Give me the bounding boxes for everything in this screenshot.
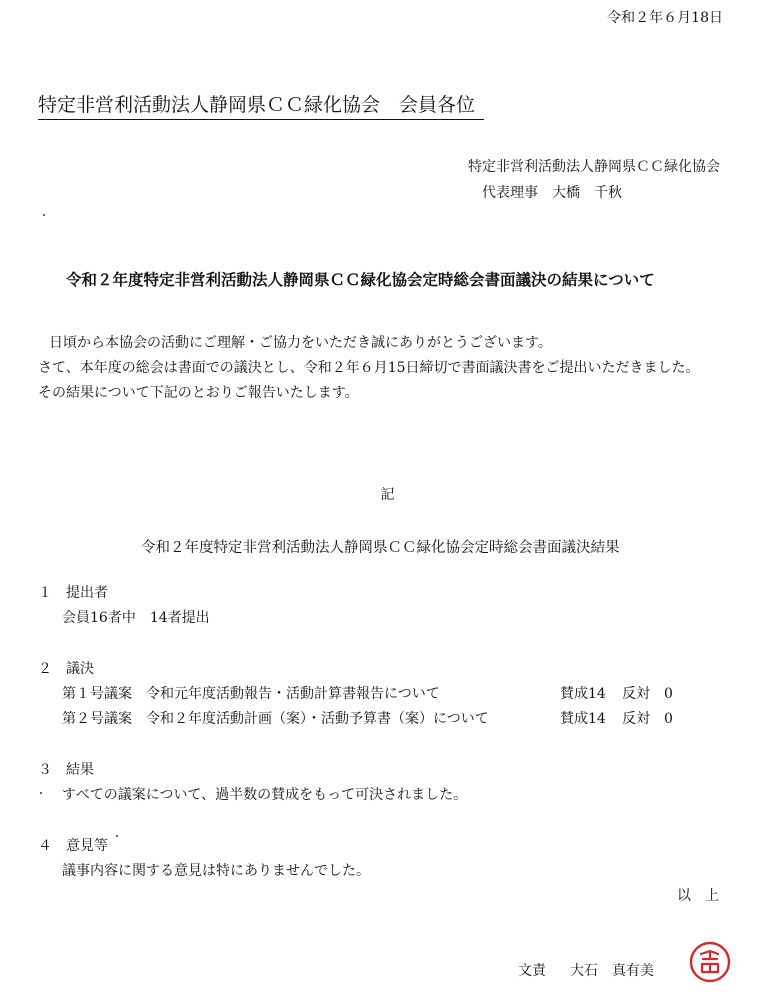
scan-speck (116, 835, 118, 837)
section-opinions-text: 議事内容に関する意見は特にありませんでした。 (62, 863, 370, 879)
proposal-1-for-votes: 賛成14 (560, 686, 606, 702)
proposal-2-for-votes: 賛成14 (560, 711, 606, 727)
section-submitters-heading: １ 提出者 (38, 585, 108, 601)
document-title: 令和２年度特定非営利活動法人静岡県ＣＣ緑化協会定時総会書面議決の結果について (66, 270, 655, 289)
personal-seal-stamp (688, 940, 732, 984)
proposal-2-label: 第２号議案 令和２年度活動計画（案）・活動予算書（案）について (62, 711, 489, 727)
proposal-1-label: 第１号議案 令和元年度活動報告・活動計算書報告について (62, 686, 440, 702)
sender-organization: 特定非営利活動法人静岡県ＣＣ緑化協会 (468, 159, 720, 175)
results-subtitle: 令和２年度特定非営利活動法人静岡県ＣＣ緑化協会定時総会書面議決結果 (141, 540, 620, 556)
author-role: 文責 (518, 963, 546, 979)
author-name: 大石 真有美 (570, 963, 654, 979)
body-paragraph-3: その結果について下記のとおりご報告いたします。 (38, 385, 359, 401)
body-paragraph-1: 日頃から本協会の活動にご理解・ご協力をいただき誠にありがとうございます。 (49, 335, 552, 351)
section-result-text: すべての議案について、過半数の賛成をもって可決されました。 (62, 787, 468, 803)
scan-speck (40, 792, 42, 794)
body-paragraph-2: さて、本年度の総会は書面での議決とし、令和２年６月15日締切で書面議決書をご提出いただきました。 (38, 360, 700, 376)
section-resolution-heading: ２ 議決 (38, 661, 94, 677)
proposal-2-against-votes: 反対 0 (622, 711, 673, 727)
proposal-1-against-votes: 反対 0 (622, 686, 673, 702)
recipient-underline (38, 119, 484, 120)
document-date: 令和２年６月18日 (607, 10, 723, 26)
section-submitters-text: 会員16者中 14者提出 (62, 610, 210, 626)
sender-name: 代表理事 大橋 千秋 (482, 185, 622, 201)
ki-marker: 記 (380, 487, 395, 503)
closing-ijou: 以 上 (677, 888, 719, 904)
section-result-heading: ３ 結果 (38, 762, 94, 778)
recipient-line: 特定非営利活動法人静岡県ＣＣ緑化協会 会員各位 (38, 94, 476, 116)
section-opinions-heading: ４ 意見等 (38, 838, 108, 854)
scan-speck (43, 214, 45, 216)
